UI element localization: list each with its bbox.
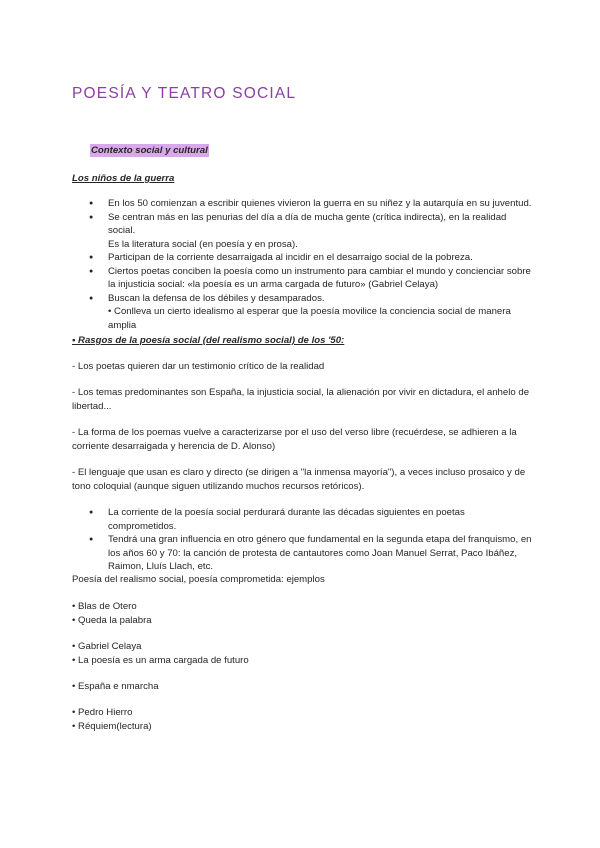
example-item: • La poesía es un arma cargada de futuro xyxy=(72,655,249,666)
example-item: • Queda la palabra xyxy=(72,615,152,626)
rasgo-line: - Los poetas quieren dar un testimonio crítico de la realidad xyxy=(72,361,325,372)
list-item: ● Se centran más en las penurias del día a día de mucha gente (crítica indirecta), en la realidad social. Es la literatura social (en poesía y en prosa). xyxy=(72,211,532,252)
bullet-list-2 xyxy=(72,506,532,574)
rasgo-line: - La forma de los poemas vuelve a caracterizarse por el uso del verso libre (recuérdese, se adhieren a la xyxy=(72,427,517,438)
examples-heading: Poesía del realismo social, poesía comprometida: ejemplos xyxy=(72,574,325,585)
example-item: • Pedro Hierro xyxy=(72,707,133,718)
bullet-list-1 xyxy=(72,197,532,332)
list-item: ● Tendrá una gran influencia en otro género que fundamental en la segunda etapa del franquismo, en los años 60 y 70: la canción de protesta de cantautores como Joan Manuel Serrat, Paco Ibáñez, Raimon, Lluís Llach, etc. xyxy=(72,533,532,574)
rasgo-line: tono coloquial (aunque siguen utilizando muchos recursos retóricos). xyxy=(72,481,365,492)
list-item: ● En los 50 comienzan a escribir quienes vivieron la guerra en su niñez y la autarquía en su juventud. xyxy=(72,197,532,211)
rasgo-line: - Los temas predominantes son España, la injusticia social, la alienación por vivir en dictadura, el anhelo de xyxy=(72,387,530,398)
example-item: • España e nmarcha xyxy=(72,681,159,692)
subheading: Los niños de la guerra xyxy=(72,173,175,184)
rasgos-heading: • Rasgos de la poesía social (del realismo social) de los '50: xyxy=(72,335,345,346)
list-item: ● La corriente de la poesía social perdurará durante las décadas siguientes en poetas comprometidos. xyxy=(72,506,532,533)
rasgo-line: - El lenguaje que usan es claro y directo (se dirigen a "la inmensa mayoría"), a veces incluso prosaico y de xyxy=(72,467,526,478)
page-title: POESÍA Y TEATRO SOCIAL xyxy=(72,85,297,102)
rasgo-line: corriente desarraigada y herencia de D. Alonso) xyxy=(72,441,276,452)
list-item: ● Ciertos poetas conciben la poesía como un instrumento para cambiar el mundo y concienciar sobre la injusticia social: «la poesía es un arma cargada de futuro» (Gabriel Celaya) xyxy=(72,265,532,292)
list-item: ● Participan de la corriente desarraigada al incidir en el desarraigo social de la pobreza. xyxy=(72,251,532,265)
example-item: • Gabriel Celaya xyxy=(72,641,142,652)
section-heading: Contexto social y cultural xyxy=(91,145,208,156)
example-item: • Réquiem(lectura) xyxy=(72,721,152,732)
example-item: • Blas de Otero xyxy=(72,601,137,612)
rasgo-line: libertad... xyxy=(72,401,112,412)
list-item: ● Buscan la defensa de los débiles y desamparados. • Conlleva un cierto idealismo al esperar que la poesía movilice la conciencia social de manera amplia xyxy=(72,292,532,333)
